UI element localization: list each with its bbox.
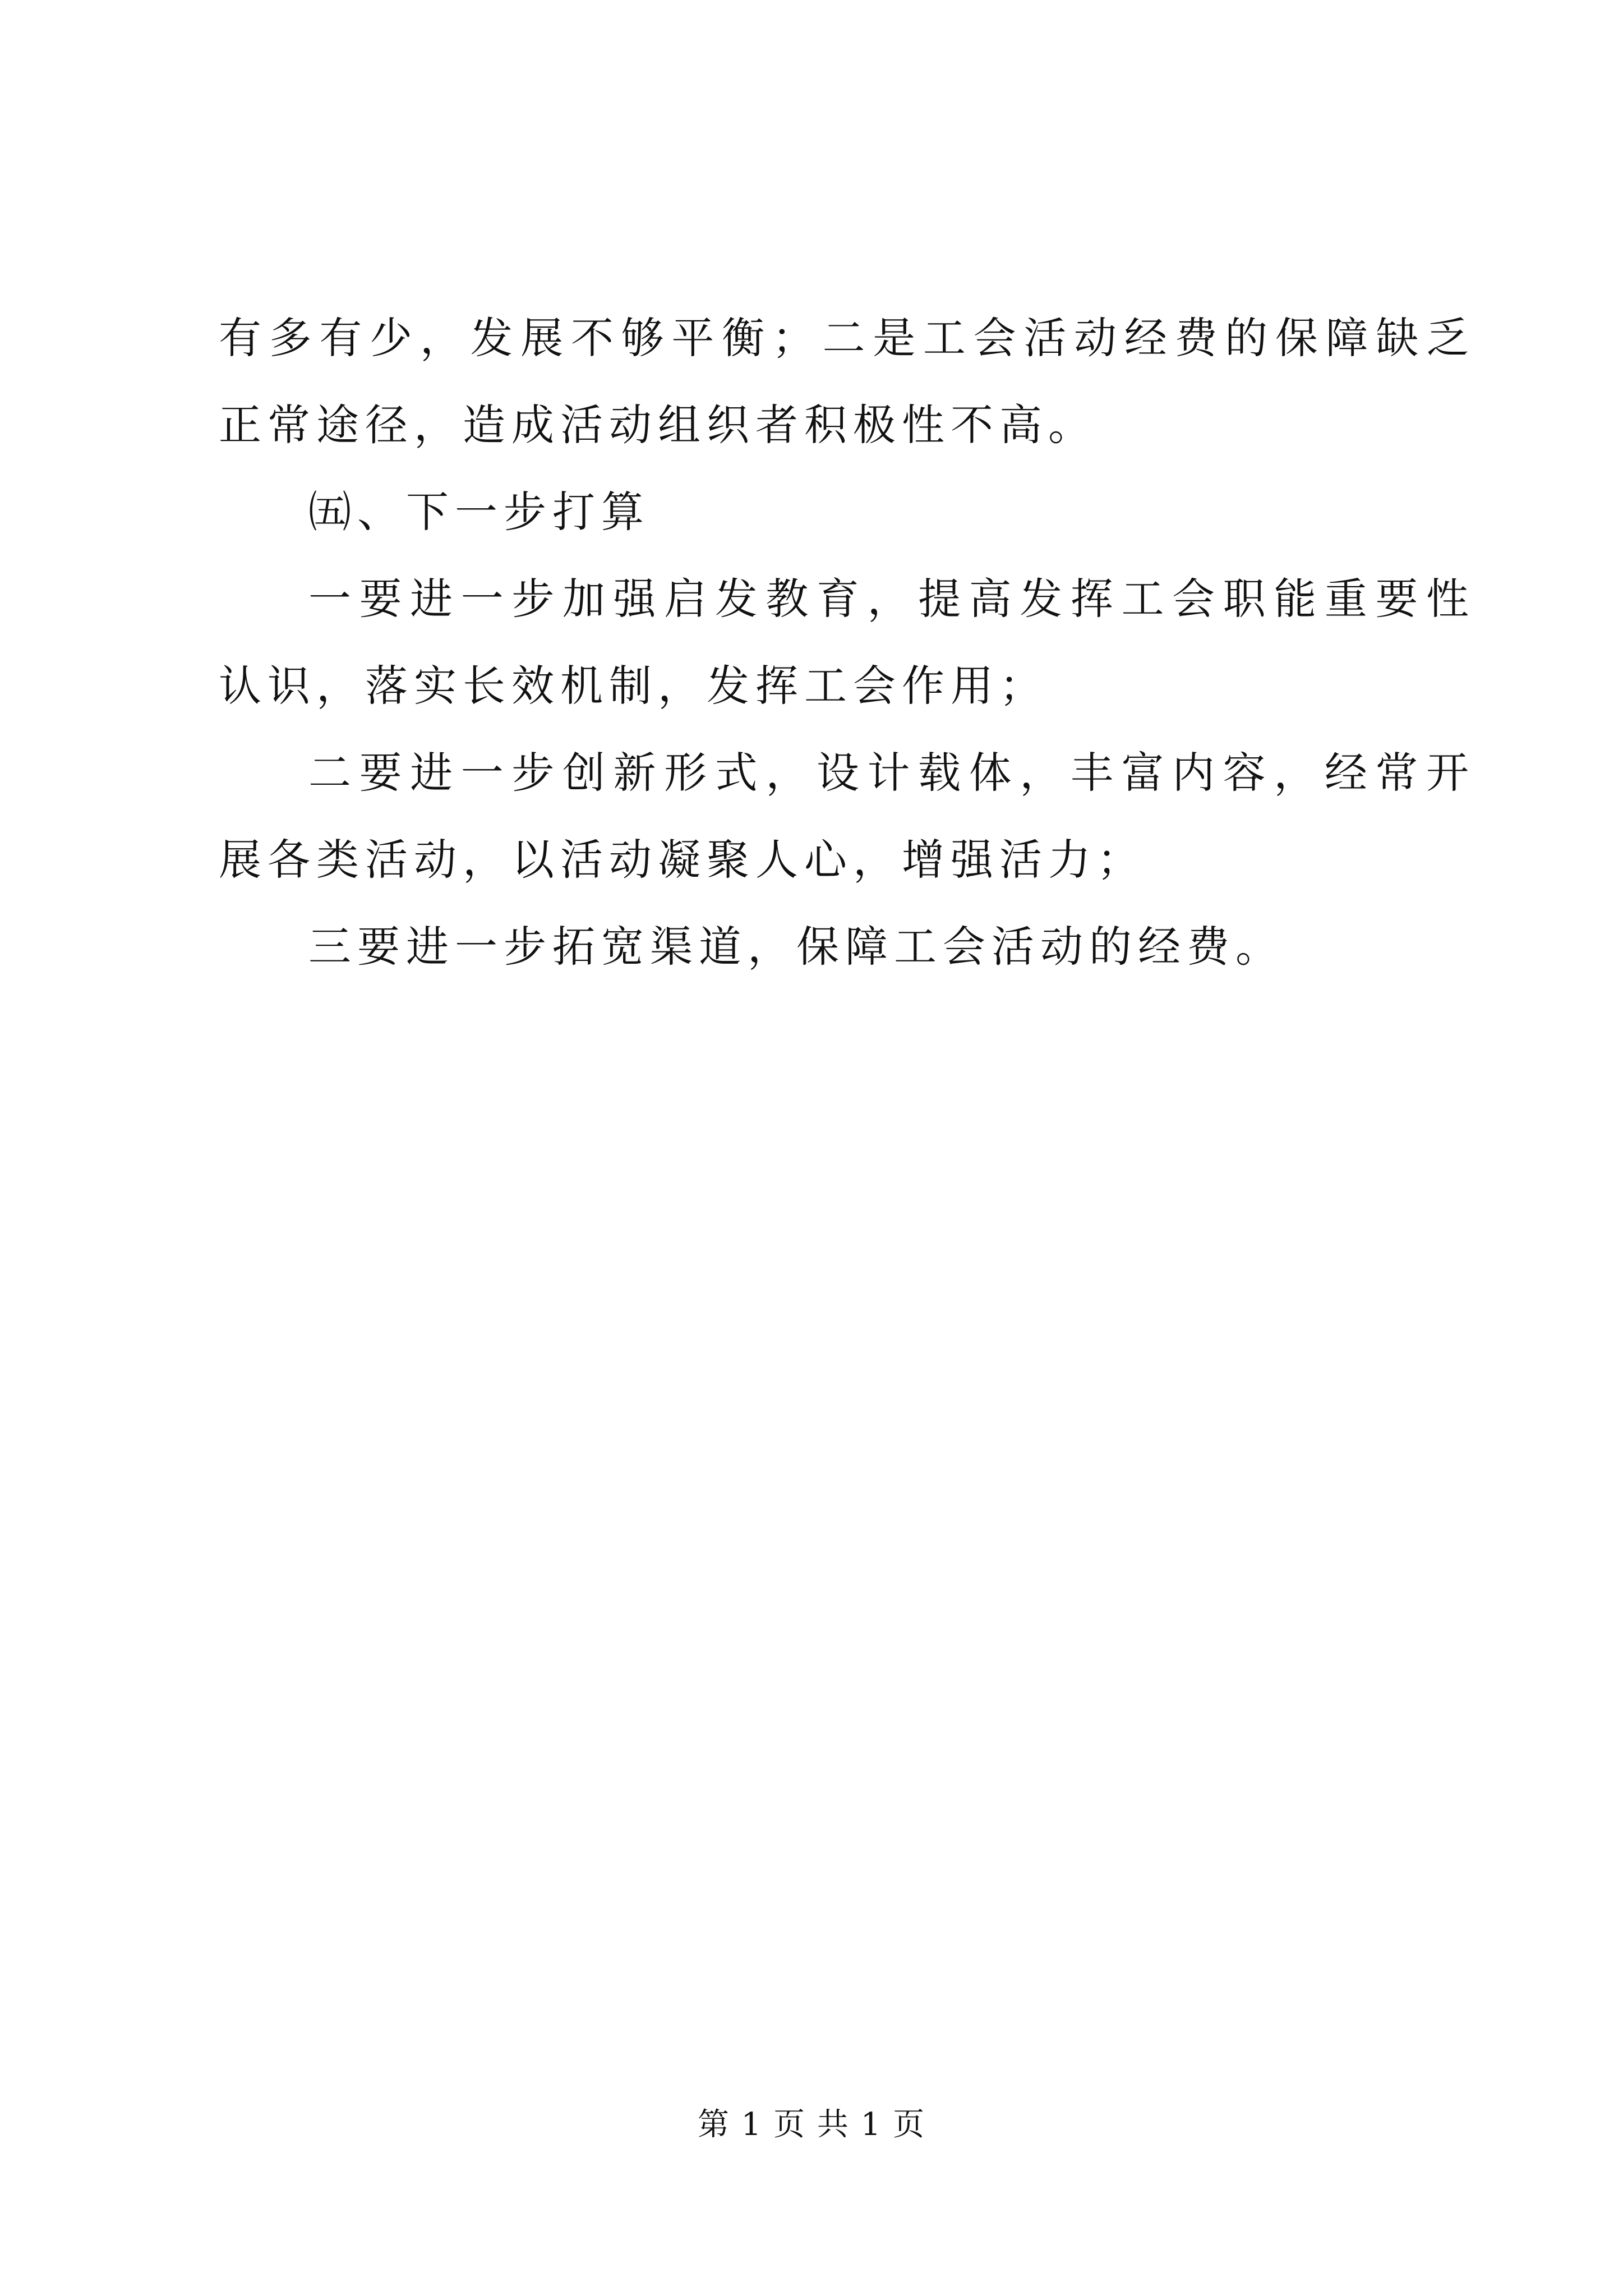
- paragraph-plan-three: 三要进一步拓宽渠道，保障工会活动的经费。: [308, 922, 1284, 972]
- section-heading-next-steps: ㈤、下一步打算: [308, 487, 650, 537]
- page-footer: 第 1 页 共 1 页: [697, 2106, 926, 2143]
- paragraph-plan-one: 一要进一步加强启发教育，提高发挥工会职能重要性认识，落实长效机制，发挥工会作用；: [219, 574, 1475, 711]
- paragraph-continuation: 有多有少，发展不够平衡；二是工会活动经费的保障缺乏正常途径，造成活动组织者积极性不高。: [219, 313, 1475, 450]
- paragraph-plan-two: 二要进一步创新形式，设计载体，丰富内容，经常开展各类活动，以活动凝聚人心，增强活力；: [219, 748, 1475, 885]
- document-body: [219, 295, 1475, 990]
